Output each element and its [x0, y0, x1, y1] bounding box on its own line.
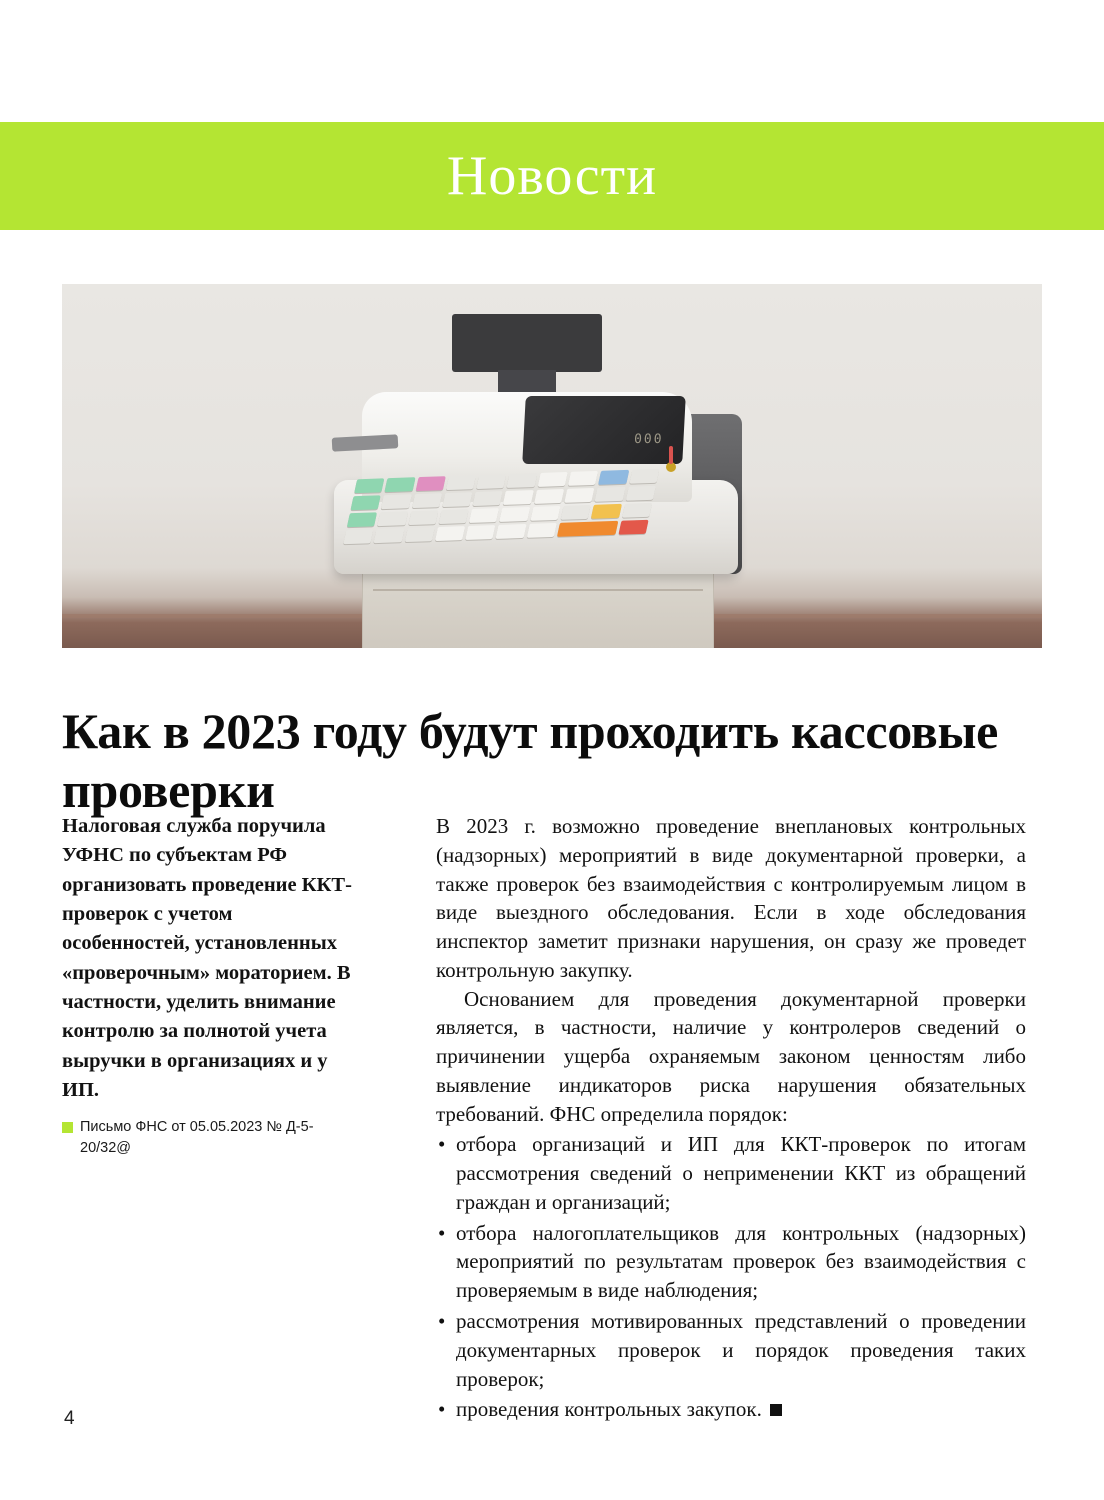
keypad-key	[381, 494, 412, 509]
lead-column	[62, 812, 362, 1159]
keypad-key	[408, 510, 439, 525]
keypad-key	[625, 486, 656, 501]
article-photo	[62, 284, 1042, 648]
keypad-key	[377, 511, 408, 526]
keypad-key	[473, 491, 504, 506]
keypad-key	[568, 471, 599, 486]
end-of-article-mark	[770, 1404, 782, 1416]
keypad-key	[564, 488, 595, 503]
keypad-key	[465, 525, 496, 540]
source-reference	[62, 1117, 362, 1159]
keypad-key	[415, 476, 446, 491]
keypad-key	[507, 473, 538, 488]
keypad-key	[438, 509, 469, 524]
keypad-key	[534, 489, 565, 504]
receipt-printer-head	[452, 314, 602, 372]
keypad-key	[343, 529, 374, 544]
body-column	[436, 812, 1026, 1424]
keypad-key	[354, 478, 385, 493]
keypad-key	[622, 503, 653, 518]
keypad-key-total	[557, 521, 618, 537]
list-item: • рассмотрения мотивированных представлений о проведении документарных проверок и порядок проведения таких проверок;	[436, 1307, 1026, 1393]
section-banner	[0, 122, 1104, 230]
keypad-key	[526, 523, 557, 538]
keypad-key	[347, 512, 378, 527]
keypad-key	[476, 474, 507, 489]
keypad-key	[561, 505, 592, 520]
body-paragraph-2: Основанием для проведения документарной проверки является, в частности, наличие у контролеров сведений о причинении ущерба охраняемым законом ценностям либо выявление индикаторов риска нарушения обязательных требований. ФНС определила порядок:	[436, 986, 1026, 1126]
drawer-seam	[373, 589, 703, 591]
list-item: • отбора налогоплательщиков для контрольных (надзорных) мероприятий по результатам проверок без взаимодействия с проверяемым в виде наблюдения;	[436, 1219, 1026, 1305]
list-item-last	[436, 1395, 1026, 1424]
register-key-lock	[666, 462, 676, 472]
keypad-key	[618, 520, 649, 535]
body-bullet-list	[436, 1130, 1026, 1424]
lead-paragraph: Налоговая служба поручила УФНС по субъектам РФ организовать проведение ККТ-проверок с учетом особенностей, установленных «проверочным» мораторием. В частности, уделить внимание контролю за полнотой учета выручки в организациях и у ИП.	[62, 815, 352, 1101]
keypad-key	[496, 524, 527, 539]
body-paragraph-1: В 2023 г. возможно проведение внеплановых контрольных (надзорных) мероприятий в виде документарной проверки, а также проверок без взаимодействия с контролируемым лицом в виде выездного обследования. Если в ходе обследования инспектор заметит признаки нарушения, он сразу же проведет контрольную закупку.	[436, 814, 1026, 982]
keypad-key	[412, 493, 443, 508]
keypad-key	[351, 495, 382, 510]
keypad-key	[446, 475, 477, 490]
source-text: Письмо ФНС от 05.05.2023 № Д-5-20/32@	[80, 1119, 314, 1157]
keypad-key	[598, 470, 629, 485]
keypad-key	[442, 492, 473, 507]
keypad-key	[530, 506, 561, 521]
register-display	[522, 396, 686, 464]
list-item: • отбора организаций и ИП для ККТ-проверок по итогам рассмотрения сведений о неприменении ККТ из обращений граждан и организаций;	[436, 1130, 1026, 1216]
keypad-key	[503, 490, 534, 505]
keypad-key	[404, 527, 435, 542]
keypad-key	[629, 469, 660, 484]
keypad-key	[435, 526, 466, 541]
perforation-line-top	[0, 248, 1104, 251]
register-display-digits: 000	[633, 432, 664, 447]
keypad-key	[537, 472, 568, 487]
page-title: Как в 2023 году будут проходить кассовые проверки	[62, 702, 999, 818]
keypad-key	[385, 477, 416, 492]
section-title: Новости	[446, 145, 658, 207]
keypad-key	[591, 504, 622, 519]
keypad-key	[500, 507, 531, 522]
keypad-key	[374, 528, 405, 543]
square-bullet-icon	[62, 1122, 73, 1133]
register-keypad	[340, 469, 659, 557]
keypad-key	[595, 487, 626, 502]
list-item-text: проведения контрольных закупок.	[456, 1397, 762, 1422]
keypad-key	[469, 508, 500, 523]
page-number: 4	[64, 1408, 75, 1429]
